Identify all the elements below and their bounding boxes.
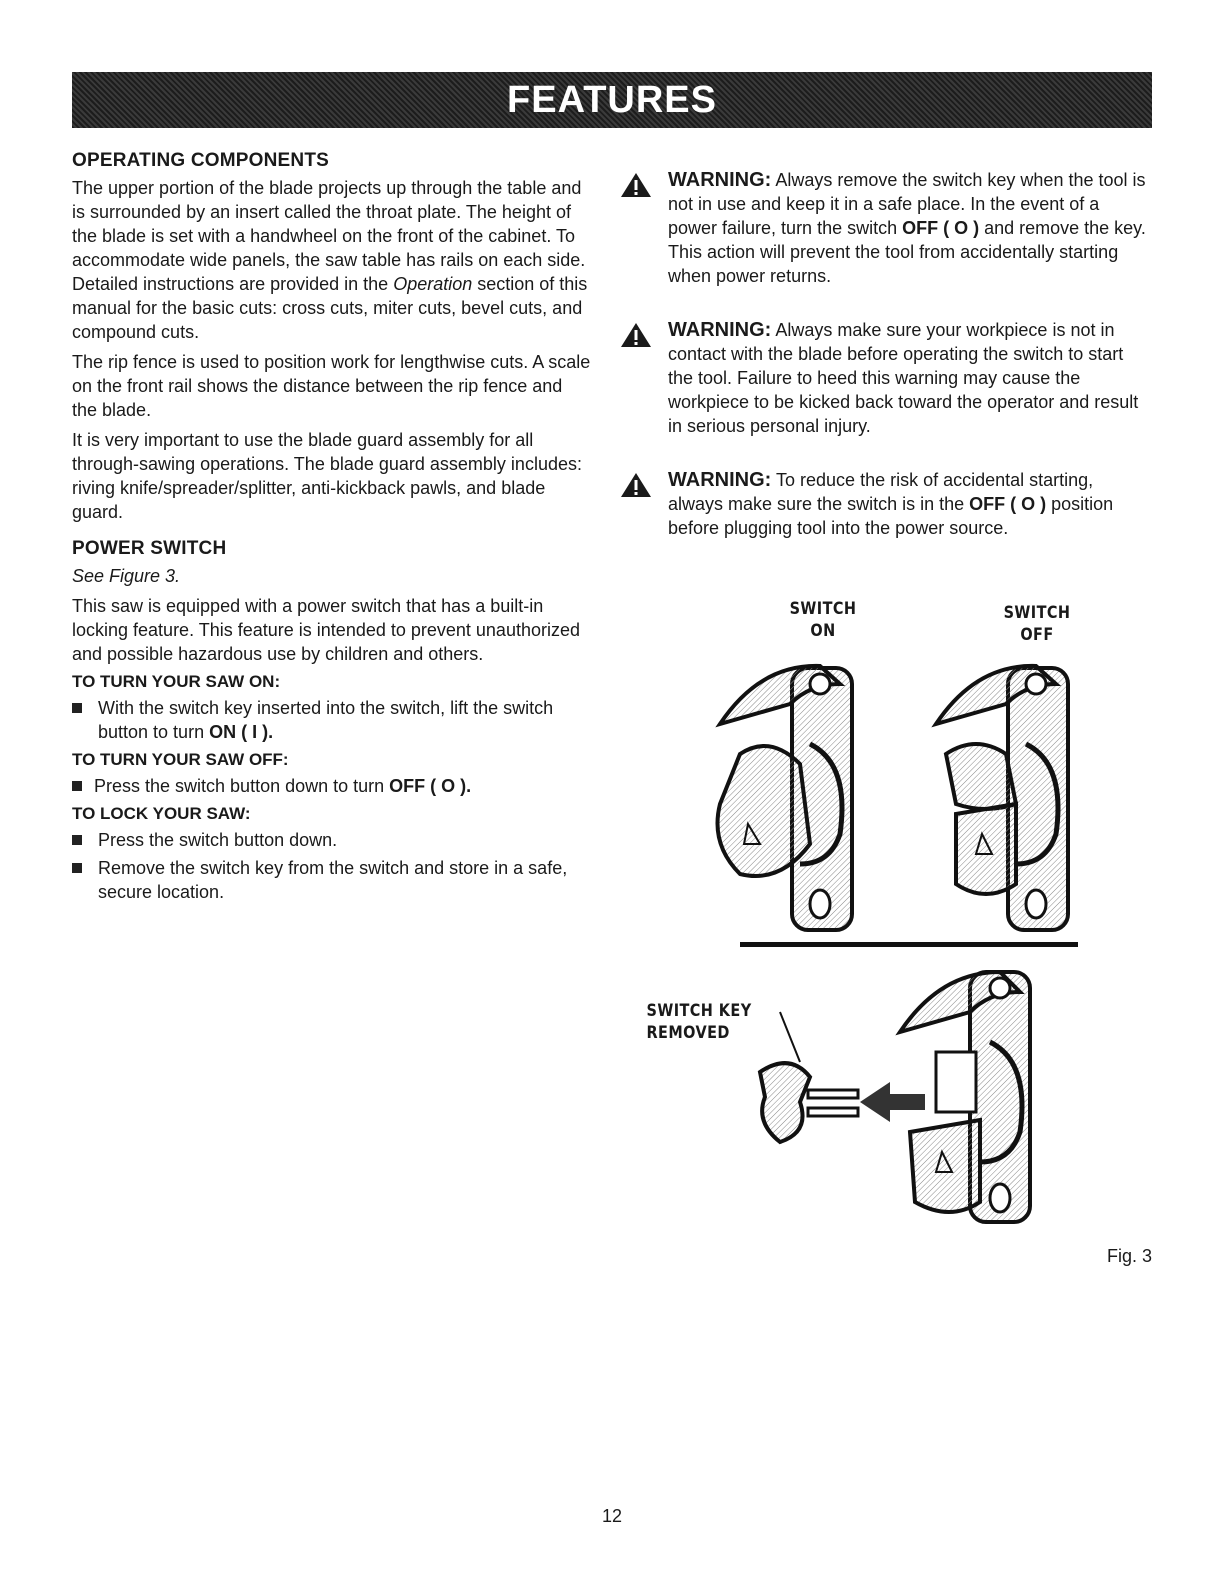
warning-text-3: WARNING: To reduce the risk of accidental starting, always make sure the switch is in the OFF ( O ) position before plugging tool into the power source. bbox=[668, 469, 1114, 538]
warning-triangle-icon bbox=[620, 322, 652, 348]
switch-key-removed-illustration bbox=[750, 952, 1040, 1232]
list-item: Press the switch button down. bbox=[72, 828, 592, 852]
page-number: 12 bbox=[601, 1506, 623, 1526]
warning-triangle-icon bbox=[620, 472, 652, 498]
operation-ref: Operation bbox=[393, 274, 473, 294]
turn-on-heading: TO TURN YOUR SAW ON: bbox=[72, 672, 281, 691]
lock-saw-heading: TO LOCK YOUR SAW: bbox=[72, 804, 251, 823]
features-banner bbox=[72, 72, 1152, 128]
list-item: Remove the switch key from the switch and store in a safe, secure location. bbox=[72, 856, 592, 904]
operating-components-heading: OPERATING COMPONENTS bbox=[72, 150, 329, 171]
warning-text-2: WARNING: Always make sure your workpiece is not in contact with the blade before operating the switch to start the tool. Failure to heed this warning may cause the workpiece to be kicked back toward the operator and result in serious personal injury. bbox=[668, 319, 1139, 436]
figure-divider bbox=[740, 942, 1078, 947]
list-item: Press the switch button down to turn OFF ( O ). bbox=[72, 774, 592, 798]
warning-block-2 bbox=[620, 318, 1150, 438]
operating-paragraph-2: The rip fence is used to position work for lengthwise cuts. A scale on the front rail shows the distance between the rip fence and the blade. bbox=[72, 352, 591, 420]
switch-off-illustration bbox=[916, 644, 1096, 934]
banner-title: FEATURES bbox=[507, 78, 717, 121]
switch-off-label: SWITCH OFF bbox=[1003, 603, 1071, 645]
turn-off-heading: TO TURN YOUR SAW OFF: bbox=[72, 750, 289, 769]
bullet-square-icon bbox=[72, 835, 82, 845]
bullet-square-icon bbox=[72, 863, 82, 873]
switch-on-label: SWITCH ON bbox=[789, 599, 857, 641]
turn-off-list bbox=[72, 774, 592, 798]
operating-paragraph-3: It is very important to use the blade guard assembly for all through-sawing operations. The blade guard assembly includes: riving knife/spreader/splitter, anti-kickback pawls, and blade guard. bbox=[72, 430, 582, 522]
switch-on-illustration bbox=[700, 644, 880, 934]
figure-caption: Fig. 3 bbox=[1106, 1246, 1152, 1266]
switch-key-removed-label: SWITCH KEY REMOVED bbox=[646, 1001, 752, 1043]
operating-paragraph-1: The upper portion of the blade projects up through the table and is surrounded by an insert called the throat plate. The height of the blade is set with a handwheel on the front of the cabinet. To accommodate wide panels, the saw table has rails on each side. Detailed instructions are provided in the Operation section of this manual for the basic cuts: cross cuts, miter cuts, bevel cuts, and compound cuts. bbox=[72, 178, 588, 342]
see-figure-note: See Figure 3. bbox=[72, 566, 181, 586]
warning-block-3 bbox=[620, 468, 1150, 540]
turn-on-list bbox=[72, 696, 592, 744]
bullet-square-icon bbox=[72, 781, 82, 791]
warning-text-1: WARNING: Always remove the switch key when the tool is not in use and keep it in a safe place. In the event of a power failure, turn the switch OFF ( O ) and remove the key. This action will prevent the tool from accidentally starting when power returns. bbox=[668, 169, 1146, 286]
left-column bbox=[72, 150, 592, 908]
list-item: With the switch key inserted into the switch, lift the switch button to turn ON ( I ). bbox=[72, 696, 592, 744]
warning-triangle-icon bbox=[620, 172, 652, 198]
figure-3 bbox=[640, 596, 1150, 1296]
lock-saw-list bbox=[72, 828, 592, 904]
bullet-square-icon bbox=[72, 703, 82, 713]
power-switch-paragraph: This saw is equipped with a power switch that has a built-in locking feature. This feature is intended to prevent unauthorized and possible hazardous use by children and others. bbox=[72, 596, 580, 664]
right-column bbox=[620, 168, 1150, 570]
power-switch-heading: POWER SWITCH bbox=[72, 538, 227, 559]
warning-block-1 bbox=[620, 168, 1150, 288]
